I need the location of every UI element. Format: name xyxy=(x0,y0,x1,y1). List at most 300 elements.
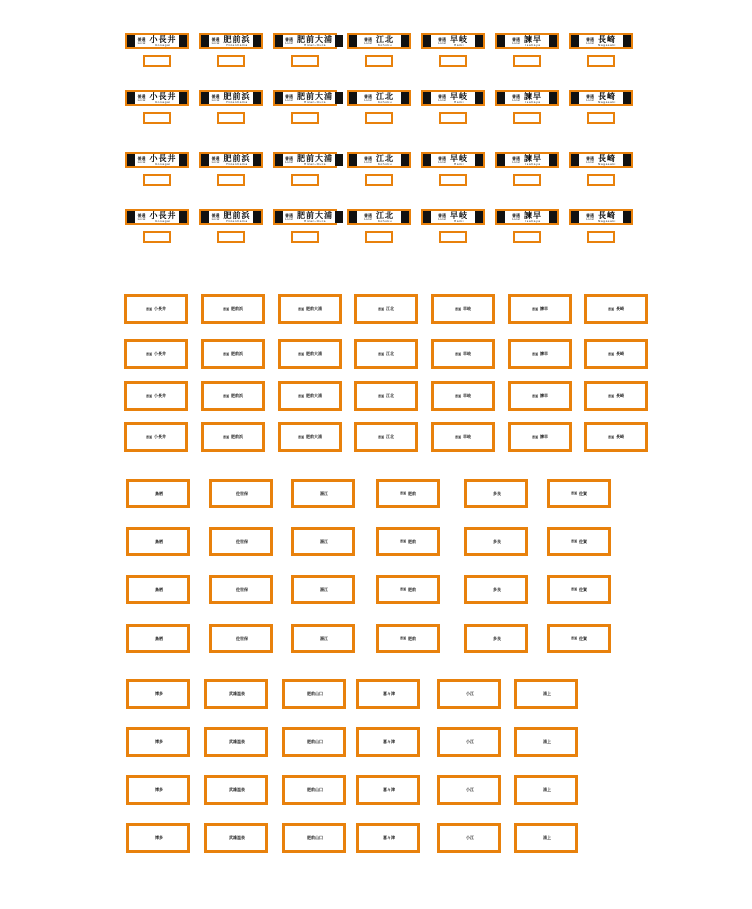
station-name-en: Hizen-Oura xyxy=(304,218,326,223)
plate-label xyxy=(146,352,166,356)
train-kind xyxy=(438,95,446,102)
plate-label xyxy=(298,435,322,439)
station-name-jp: 肥前浜 xyxy=(223,91,251,101)
plate-label xyxy=(541,788,551,792)
blank-tab xyxy=(217,174,245,186)
destination-station xyxy=(450,93,468,104)
side-plate xyxy=(547,527,611,556)
plate-label xyxy=(223,435,243,439)
headboard-face xyxy=(283,211,335,223)
plate-label xyxy=(223,394,243,398)
train-kind-en: Local xyxy=(285,40,293,45)
side-plate xyxy=(204,727,268,757)
plate-kind: 普通 xyxy=(607,351,614,356)
plate-label xyxy=(305,788,323,792)
station-name-jp: 諫早 xyxy=(524,91,542,101)
plate-kind: 普通 xyxy=(377,306,384,311)
side-plate xyxy=(547,624,611,653)
headboard-end-panel xyxy=(623,92,631,104)
side-plate xyxy=(354,339,418,369)
plate-station: 多良 xyxy=(493,586,501,592)
plate-label xyxy=(153,692,163,696)
train-kind-jp: 普通 xyxy=(512,93,520,99)
plate-station: 諫早 xyxy=(540,306,548,311)
plate-kind: 普通 xyxy=(454,434,461,439)
destination-headboard xyxy=(199,209,263,225)
train-kind xyxy=(512,95,520,102)
train-kind-en: Local xyxy=(211,216,220,221)
plate-station: 諫早 xyxy=(540,434,548,439)
side-plate xyxy=(209,527,273,556)
station-name-jp: 肥前浜 xyxy=(223,153,251,163)
plate-station: 肥前山口 xyxy=(307,835,323,840)
plate-station: 博多 xyxy=(155,835,163,840)
station-name-en: Hizen-Oura xyxy=(304,42,326,47)
train-kind-en: Local xyxy=(137,97,146,102)
headboard-end-panel xyxy=(275,92,283,104)
side-plate xyxy=(437,775,501,805)
headboard-end-panel xyxy=(201,92,209,104)
plate-station: 博多 xyxy=(155,787,163,792)
destination-headboard xyxy=(495,90,559,106)
train-kind-jp: 普通 xyxy=(285,36,293,42)
train-kind-jp: 普通 xyxy=(211,155,220,161)
destination-station xyxy=(150,155,177,166)
side-plate xyxy=(291,527,355,556)
plate-label xyxy=(305,692,323,696)
headboard-end-panel xyxy=(571,154,579,166)
destination-headboard xyxy=(273,33,337,49)
plate-kind: 普通 xyxy=(570,491,577,495)
plate-station: 博多 xyxy=(155,739,163,744)
station-name-en: Isahaya xyxy=(525,218,541,223)
plate-kind: 普通 xyxy=(145,351,152,356)
plate-station: 肥前 xyxy=(408,538,416,544)
station-name-en: Haiki xyxy=(454,218,464,223)
train-kind-jp: 普通 xyxy=(137,93,146,99)
train-kind xyxy=(364,38,372,45)
train-kind-en: Local xyxy=(285,159,293,164)
train-kind xyxy=(364,157,372,164)
plate-label xyxy=(298,394,322,398)
plate-station: 諫早 xyxy=(540,351,548,356)
plate-station: 小長井 xyxy=(154,434,166,439)
plate-label xyxy=(571,588,587,592)
headboard-end-panel xyxy=(623,154,631,166)
plate-station: 江北 xyxy=(386,306,394,311)
destination-headboard xyxy=(569,90,633,106)
headboard-end-panel xyxy=(549,35,557,47)
blank-tab xyxy=(143,174,171,186)
destination-station xyxy=(598,155,616,166)
train-kind xyxy=(138,95,146,102)
plate-label xyxy=(571,492,587,496)
plate-station: 浦上 xyxy=(543,835,551,840)
train-kind-jp: 普通 xyxy=(512,36,520,42)
plate-label xyxy=(227,740,245,744)
train-kind-jp: 普通 xyxy=(285,155,293,161)
side-plate xyxy=(204,823,268,853)
side-plate xyxy=(508,339,572,369)
plate-station: 肥前大浦 xyxy=(306,434,322,439)
side-plate xyxy=(584,339,648,369)
plate-kind: 普通 xyxy=(607,306,614,311)
train-kind xyxy=(138,214,146,221)
plate-station: 肥前浜 xyxy=(231,434,243,439)
plate-kind: 普通 xyxy=(570,587,577,591)
headboard-face xyxy=(431,154,475,166)
blank-tab xyxy=(291,174,319,186)
headboard-end-panel xyxy=(497,92,505,104)
destination-station xyxy=(450,155,468,166)
plate-label xyxy=(491,637,501,641)
destination-headboard xyxy=(347,90,411,106)
plate-station: 佐賀 xyxy=(579,586,587,592)
plate-station: 江北 xyxy=(386,393,394,398)
side-plate xyxy=(376,527,440,556)
train-kind-jp: 普通 xyxy=(512,212,520,218)
side-plate xyxy=(584,381,648,411)
plate-station: 江北 xyxy=(386,434,394,439)
side-plate xyxy=(354,422,418,452)
station-name-jp: 早岐 xyxy=(450,91,468,101)
plate-kind: 普通 xyxy=(377,434,384,439)
plate-station: 鳥栖 xyxy=(155,635,163,641)
side-plate xyxy=(126,624,190,653)
plate-kind: 普通 xyxy=(531,434,538,439)
plate-station: 肥前山口 xyxy=(307,787,323,792)
headboard-end-panel xyxy=(201,211,209,223)
plate-station: 佐賀 xyxy=(579,635,587,641)
train-kind-jp: 普通 xyxy=(438,93,446,99)
headboard-end-panel xyxy=(549,154,557,166)
train-kind-en: Local xyxy=(586,216,594,221)
headboard-end-panel xyxy=(253,211,261,223)
plate-label xyxy=(153,637,163,641)
side-plate xyxy=(291,479,355,508)
side-plate xyxy=(356,679,420,709)
plate-kind: 普通 xyxy=(222,393,229,398)
headboard-face xyxy=(431,92,475,104)
train-kind xyxy=(438,38,446,45)
headboard-face xyxy=(209,92,253,104)
headboard-end-panel xyxy=(349,92,357,104)
headboard-end-panel xyxy=(349,154,357,166)
plate-station: 武雄温泉 xyxy=(229,787,245,792)
side-plate xyxy=(126,679,190,709)
headboard-end-panel xyxy=(401,35,409,47)
plate-station: 佐賀 xyxy=(579,538,587,544)
destination-station xyxy=(524,155,542,166)
plate-station: 喜々津 xyxy=(383,835,395,840)
plate-label xyxy=(532,352,548,356)
headboard-end-panel xyxy=(423,35,431,47)
destination-station xyxy=(450,212,468,223)
destination-station xyxy=(376,155,394,166)
plate-station: 肥前山口 xyxy=(307,691,323,696)
plate-station: 肥前浜 xyxy=(231,306,243,311)
headboard-end-panel xyxy=(571,211,579,223)
plate-label xyxy=(400,637,416,641)
blank-tab xyxy=(513,112,541,124)
headboard-end-panel xyxy=(127,154,135,166)
side-plate xyxy=(209,575,273,604)
side-plate xyxy=(282,775,346,805)
plate-station: 小江 xyxy=(466,835,474,840)
destination-headboard xyxy=(495,152,559,168)
plate-label xyxy=(234,540,248,544)
station-name-en: Nagasaki xyxy=(598,161,616,166)
plate-station: 肥前浜 xyxy=(231,393,243,398)
blank-tab xyxy=(365,55,393,67)
plate-label xyxy=(464,740,474,744)
headboard-face xyxy=(209,154,253,166)
headboard-end-panel xyxy=(179,211,187,223)
side-plate xyxy=(464,624,528,653)
plate-station: 武雄温泉 xyxy=(229,835,245,840)
headboard-end-panel xyxy=(179,92,187,104)
plate-station: 浦上 xyxy=(543,787,551,792)
headboard-face xyxy=(579,154,623,166)
station-name-en: Hizenhama xyxy=(226,42,248,47)
destination-station xyxy=(297,155,333,166)
station-name-jp: 江北 xyxy=(376,153,394,163)
destination-station xyxy=(450,36,468,47)
plate-station: 小江 xyxy=(466,691,474,696)
plate-label xyxy=(464,836,474,840)
headboard-face xyxy=(283,92,335,104)
train-kind-en: Local xyxy=(137,216,146,221)
plate-kind: 普通 xyxy=(399,539,406,543)
destination-headboard xyxy=(125,152,189,168)
plate-station: 長崎 xyxy=(616,351,624,356)
blank-tab xyxy=(291,112,319,124)
side-plate xyxy=(464,527,528,556)
plate-station: 長崎 xyxy=(616,393,624,398)
destination-station xyxy=(224,36,251,47)
train-kind xyxy=(586,214,594,221)
plate-kind: 普通 xyxy=(399,491,406,495)
plate-station: 博多 xyxy=(155,691,163,696)
station-name-jp: 肥前大浦 xyxy=(297,210,333,220)
plate-station: 多良 xyxy=(493,635,501,641)
side-plate xyxy=(547,479,611,508)
headboard-face xyxy=(357,154,401,166)
plate-station: 佐世保 xyxy=(236,635,248,641)
plate-label xyxy=(491,492,501,496)
side-plate xyxy=(126,479,190,508)
plate-label xyxy=(318,588,328,592)
destination-headboard xyxy=(421,152,485,168)
side-plate xyxy=(376,479,440,508)
plate-kind: 普通 xyxy=(297,393,304,398)
plate-station: 早岐 xyxy=(463,306,471,311)
plate-label xyxy=(378,307,394,311)
train-kind-jp: 普通 xyxy=(211,93,220,99)
side-plate xyxy=(124,339,188,369)
plate-label xyxy=(608,394,624,398)
side-plate xyxy=(209,624,273,653)
plate-label xyxy=(491,540,501,544)
plate-station: 喜々津 xyxy=(383,739,395,744)
train-kind-en: Local xyxy=(285,97,293,102)
headboard-end-panel xyxy=(275,35,283,47)
destination-headboard xyxy=(125,90,189,106)
plate-station: 肥前 xyxy=(408,635,416,641)
destination-headboard xyxy=(273,90,337,106)
train-kind xyxy=(364,95,372,102)
destination-headboard xyxy=(199,152,263,168)
headboard-face xyxy=(579,211,623,223)
blank-tab xyxy=(513,55,541,67)
headboard-end-panel xyxy=(475,92,483,104)
plate-label xyxy=(381,788,395,792)
side-plate xyxy=(201,381,265,411)
plate-kind: 普通 xyxy=(297,434,304,439)
plate-station: 佐賀 xyxy=(579,490,587,496)
side-plate xyxy=(464,575,528,604)
plate-station: 佐世保 xyxy=(236,490,248,496)
blank-tab xyxy=(217,112,245,124)
blank-tab xyxy=(587,112,615,124)
plate-station: 鳥栖 xyxy=(155,490,163,496)
plate-label xyxy=(318,540,328,544)
destination-station xyxy=(150,36,177,47)
headboard-end-panel xyxy=(349,211,357,223)
train-kind-jp: 普通 xyxy=(364,36,372,42)
plate-label xyxy=(153,836,163,840)
headboard-face xyxy=(505,154,549,166)
headboard-end-panel xyxy=(497,154,505,166)
plate-label xyxy=(532,307,548,311)
side-plate xyxy=(514,727,578,757)
side-plate xyxy=(124,381,188,411)
plate-label xyxy=(378,352,394,356)
destination-station xyxy=(524,212,542,223)
station-name-en: Nagasaki xyxy=(598,99,616,104)
plate-station: 多良 xyxy=(493,490,501,496)
station-name-en: Kohoku xyxy=(378,42,392,47)
plate-label xyxy=(227,692,245,696)
train-kind-jp: 普通 xyxy=(137,36,146,42)
plate-kind: 普通 xyxy=(145,306,152,311)
headboard-face xyxy=(505,92,549,104)
side-plate xyxy=(584,422,648,452)
blank-tab xyxy=(439,55,467,67)
plate-kind: 普通 xyxy=(607,393,614,398)
blank-tab xyxy=(291,55,319,67)
headboard-end-panel xyxy=(401,211,409,223)
side-plate xyxy=(124,294,188,324)
plate-label xyxy=(153,788,163,792)
headboard-end-panel xyxy=(179,35,187,47)
headboard-face xyxy=(579,35,623,47)
station-name-jp: 長崎 xyxy=(598,210,616,220)
plate-station: 喜々津 xyxy=(383,691,395,696)
plate-kind: 普通 xyxy=(222,351,229,356)
headboard-end-panel xyxy=(549,92,557,104)
plate-label xyxy=(378,435,394,439)
headboard-end-panel xyxy=(335,211,343,223)
plate-kind: 普通 xyxy=(607,434,614,439)
plate-kind: 普通 xyxy=(454,393,461,398)
plate-kind: 普通 xyxy=(377,351,384,356)
plate-label xyxy=(153,588,163,592)
side-plate xyxy=(508,294,572,324)
train-kind-jp: 普通 xyxy=(438,155,446,161)
destination-headboard xyxy=(199,33,263,49)
train-kind xyxy=(586,157,594,164)
station-name-jp: 肥前大浦 xyxy=(297,34,333,44)
train-kind-jp: 普通 xyxy=(285,212,293,218)
side-plate xyxy=(126,575,190,604)
plate-label xyxy=(541,836,551,840)
station-name-jp: 小長井 xyxy=(149,210,177,220)
destination-station xyxy=(150,212,177,223)
blank-tab xyxy=(365,231,393,243)
headboard-end-panel xyxy=(253,35,261,47)
plate-kind: 普通 xyxy=(454,306,461,311)
station-name-en: Hizen-Oura xyxy=(304,161,326,166)
headboard-face xyxy=(135,211,179,223)
plate-label xyxy=(571,540,587,544)
plate-label xyxy=(227,836,245,840)
headboard-end-panel xyxy=(335,35,343,47)
blank-tab xyxy=(217,55,245,67)
plate-label xyxy=(305,740,323,744)
side-plate xyxy=(376,624,440,653)
plate-label xyxy=(608,435,624,439)
side-plate xyxy=(278,294,342,324)
plate-station: 小長井 xyxy=(154,351,166,356)
station-name-jp: 早岐 xyxy=(450,210,468,220)
plate-label xyxy=(464,692,474,696)
headboard-end-panel xyxy=(127,211,135,223)
plate-station: 早岐 xyxy=(463,393,471,398)
side-plate xyxy=(437,823,501,853)
train-kind-en: Local xyxy=(512,216,520,221)
side-plate xyxy=(356,823,420,853)
plate-station: 肥前大浦 xyxy=(306,351,322,356)
headboard-face xyxy=(357,35,401,47)
train-kind xyxy=(212,157,220,164)
side-plate xyxy=(278,339,342,369)
destination-headboard xyxy=(569,33,633,49)
train-kind xyxy=(285,214,293,221)
train-kind xyxy=(285,38,293,45)
side-plate xyxy=(282,823,346,853)
plate-station: 諫早 xyxy=(540,393,548,398)
destination-station xyxy=(150,93,177,104)
plate-label xyxy=(153,540,163,544)
plate-label xyxy=(455,394,471,398)
train-kind xyxy=(212,95,220,102)
station-name-en: Nagasaki xyxy=(598,42,616,47)
plate-label xyxy=(234,637,248,641)
plate-label xyxy=(381,836,395,840)
headboard-end-panel xyxy=(571,35,579,47)
train-kind-jp: 普通 xyxy=(364,155,372,161)
destination-station xyxy=(598,93,616,104)
train-kind-en: Local xyxy=(364,40,372,45)
plate-station: 江北 xyxy=(386,351,394,356)
headboard-end-panel xyxy=(275,154,283,166)
destination-station xyxy=(524,93,542,104)
side-plate xyxy=(437,727,501,757)
plate-station: 浦上 xyxy=(543,691,551,696)
headboard-end-panel xyxy=(423,154,431,166)
side-plate xyxy=(201,339,265,369)
